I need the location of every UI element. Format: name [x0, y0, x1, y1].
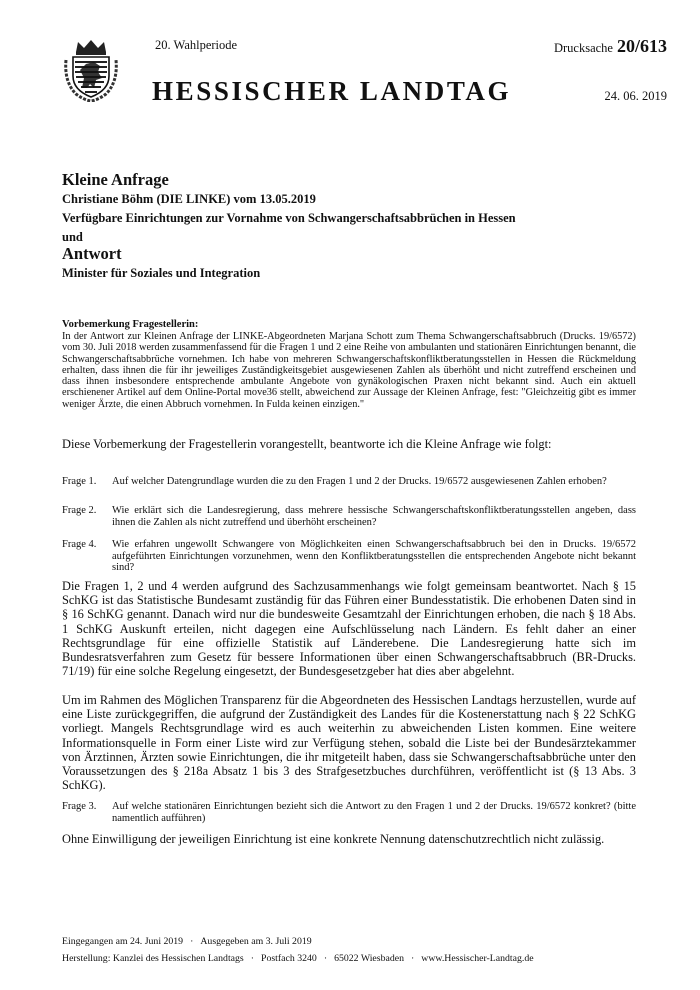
footer-dates — [62, 936, 312, 947]
antwort-heading: Antwort — [62, 244, 122, 263]
separator: · — [323, 953, 328, 964]
subject-line: Verfügbare Einrichtungen zur Vornahme von Schwangerschaftsabbrüchen in Hessen — [62, 211, 516, 225]
drucksache-number — [554, 36, 667, 57]
eingegangen-date: Eingegangen am 24. Juni 2019 — [62, 936, 184, 947]
frage-1 — [62, 476, 636, 488]
frage-label: Frage 3. — [62, 801, 97, 812]
herstellung: Herstellung: Kanzlei des Hessischen Landtags — [62, 953, 244, 964]
author-line: Christiane Böhm (DIE LINKE) vom 13.05.2019 — [62, 192, 316, 206]
separator: · — [190, 936, 194, 947]
vorbemerkung-heading: Vorbemerkung Fragestellerin: — [62, 319, 199, 330]
frage-label: Frage 1. — [62, 476, 97, 487]
landtag-title: HESSISCHER LANDTAG — [152, 76, 512, 106]
footer-publisher — [62, 953, 534, 964]
frage-text: Wie erklärt sich die Landesregierung, dass mehrere hessische Schwangerschaftskonfliktberatungsstellen angeben, dass ihnen die Zahlen als nicht zutreffend und überhöht erscheinen? — [112, 505, 636, 528]
ort: 65022 Wiesbaden — [334, 953, 404, 964]
website-link[interactable]: www.Hessischer-Landtag.de — [421, 953, 534, 964]
document-date: 24. 06. 2019 — [604, 89, 667, 103]
frage-text: Auf welche stationären Einrichtungen bezieht sich die Antwort zu den Fragen 1 und 2 der Drucks. 19/6572 konkret? (bitte namentlich aufführen) — [112, 801, 636, 824]
wahlperiode: 20. Wahlperiode — [155, 38, 238, 52]
antwort-paragraph-3: Ohne Einwilligung der jeweiligen Einrichtung ist eine konkrete Nennung datenschutzrechtlich nicht zulässig. — [62, 832, 605, 846]
drucksache-value: 20/613 — [616, 36, 667, 56]
frage-4 — [62, 539, 636, 574]
vorbemerkung-text: In der Antwort zur Kleinen Anfrage der LINKE-Abgeordneten Marjana Schott zum Thema Schwangerschaftsabbruch (Drucks. 19/6572) vom 30. Juli 2018 werden zusammenfassend für die Fragen 1 und 2 eine Reihe von ambulanten und stationären Einrichtungen benannt, die Schwangerschaftsabbrüche vornehmen. Ich habe von mehreren Schwangerschaftskonfliktberatungsstellen in Hessen die Rückmeldung erhalten, dass ihnen die für ihr jeweiliges Zuständigkeitsgebiet ausgewiesenen Zahlen als überhöht und nicht zutreffend erscheinen und dass ihnen insbesondere entsprechende ambulante Angebote von gynäkologischen Praxen nicht bekannt sind. Auch ein aktuell erschienener Artikel auf dem Online-Portal move36 stellt, abweichend zur Aussage der Kleinen Anfrage, fest: "Gleichzeitig gibt es immer weniger Ärzte, die einen Abbruch vornehmen. In Fulda keinen einzigen." — [62, 331, 636, 410]
frage-text: Wie erfahren ungewollt Schwangere von Möglichkeiten einen Schwangerschaftsabbruch bei den in Drucks. 19/6572 aufgeführten Einrichtungen vorzunehmen, wenn den Konfliktberatungsstellen die entsprechenden Angebote nicht bekannt sind? — [112, 539, 636, 574]
frage-text: Auf welcher Datengrundlage wurden die zu den Fragen 1 und 2 der Drucks. 19/6572 ausgewiesenen Zahlen erhoben? — [112, 476, 607, 487]
antwort-paragraph-1: Die Fragen 1, 2 und 4 werden aufgrund des Sachzusammenhangs wie folgt gemeinsam beantwortet. Nach § 15 SchKG ist das Statistische Bundesamt zuständig für das Führen einer Bundesstatistik. Die erhobenen Daten sind in § 16 SchKG genannt. Danach wird nur die bundesweite Gesamtzahl der Einrichtungen erhoben, die nach § 18 Abs. 1 SchKG Auskunft erteilen, nicht dagegen eine Aufschlüsselung nach Ländern. Es fehlt daher an einer Rechtsgrundlage für eine offizielle Statistik auf Länderebene. Die Landesregierung hatte sich im Bundesratsverfahren zum Gesetz für bessere Informationen über einen Schwangerschaftsabbruch (BR-Drucks. 71/19) für eine solche Regelung eingesetzt, der Bundesgesetzgeber hat dies aber abgelehnt. — [62, 579, 636, 679]
frage-3 — [62, 801, 636, 824]
frage-label: Frage 2. — [62, 505, 97, 516]
postfach: Postfach 3240 — [261, 953, 317, 964]
frage-label: Frage 4. — [62, 539, 97, 550]
separator: · — [410, 953, 415, 964]
separator: · — [250, 953, 255, 964]
und-line: und — [62, 230, 83, 244]
kleine-anfrage-heading: Kleine Anfrage — [62, 170, 169, 189]
frage-2 — [62, 505, 636, 528]
minister-line: Minister für Soziales und Integration — [62, 266, 261, 280]
antwort-paragraph-2: Um im Rahmen des Möglichen Transparenz für die Abgeordneten des Hessischen Landtags herzustellen, wurde auf eine Liste zurückgegriffen, die aufgrund der Zuständigkeit des Landes für die Kostenerstattung nach § 22 SchKG vorliegt. Mangels Rechtsgrundlage wird es auch weiterhin zu abweichenden Listen kommen. Eine weitere Informationsquelle in Form einer Liste wird zur Verfügung stehen, sobald die Liste bei der Bundesärztekammer von Ärztinnen, Ärzten sowie Einrichtungen, die ihr mitgeteilt haben, dass sie Schwangerschaftsabbrüche unter den Voraussetzungen des § 218a Absatz 1 bis 3 des Strafgesetzbuches durchführen, veröffentlicht ist (§ 13 Abs. 3 SchKG). — [62, 693, 636, 793]
intro-paragraph: Diese Vorbemerkung der Fragestellerin vorangestellt, beantworte ich die Kleine Anfrage wie folgt: — [62, 437, 552, 451]
hesse-coat-of-arms-icon — [62, 38, 120, 102]
drucksache-label: Drucksache — [553, 41, 613, 55]
ausgegeben-date: Ausgegeben am 3. Juli 2019 — [200, 936, 312, 947]
